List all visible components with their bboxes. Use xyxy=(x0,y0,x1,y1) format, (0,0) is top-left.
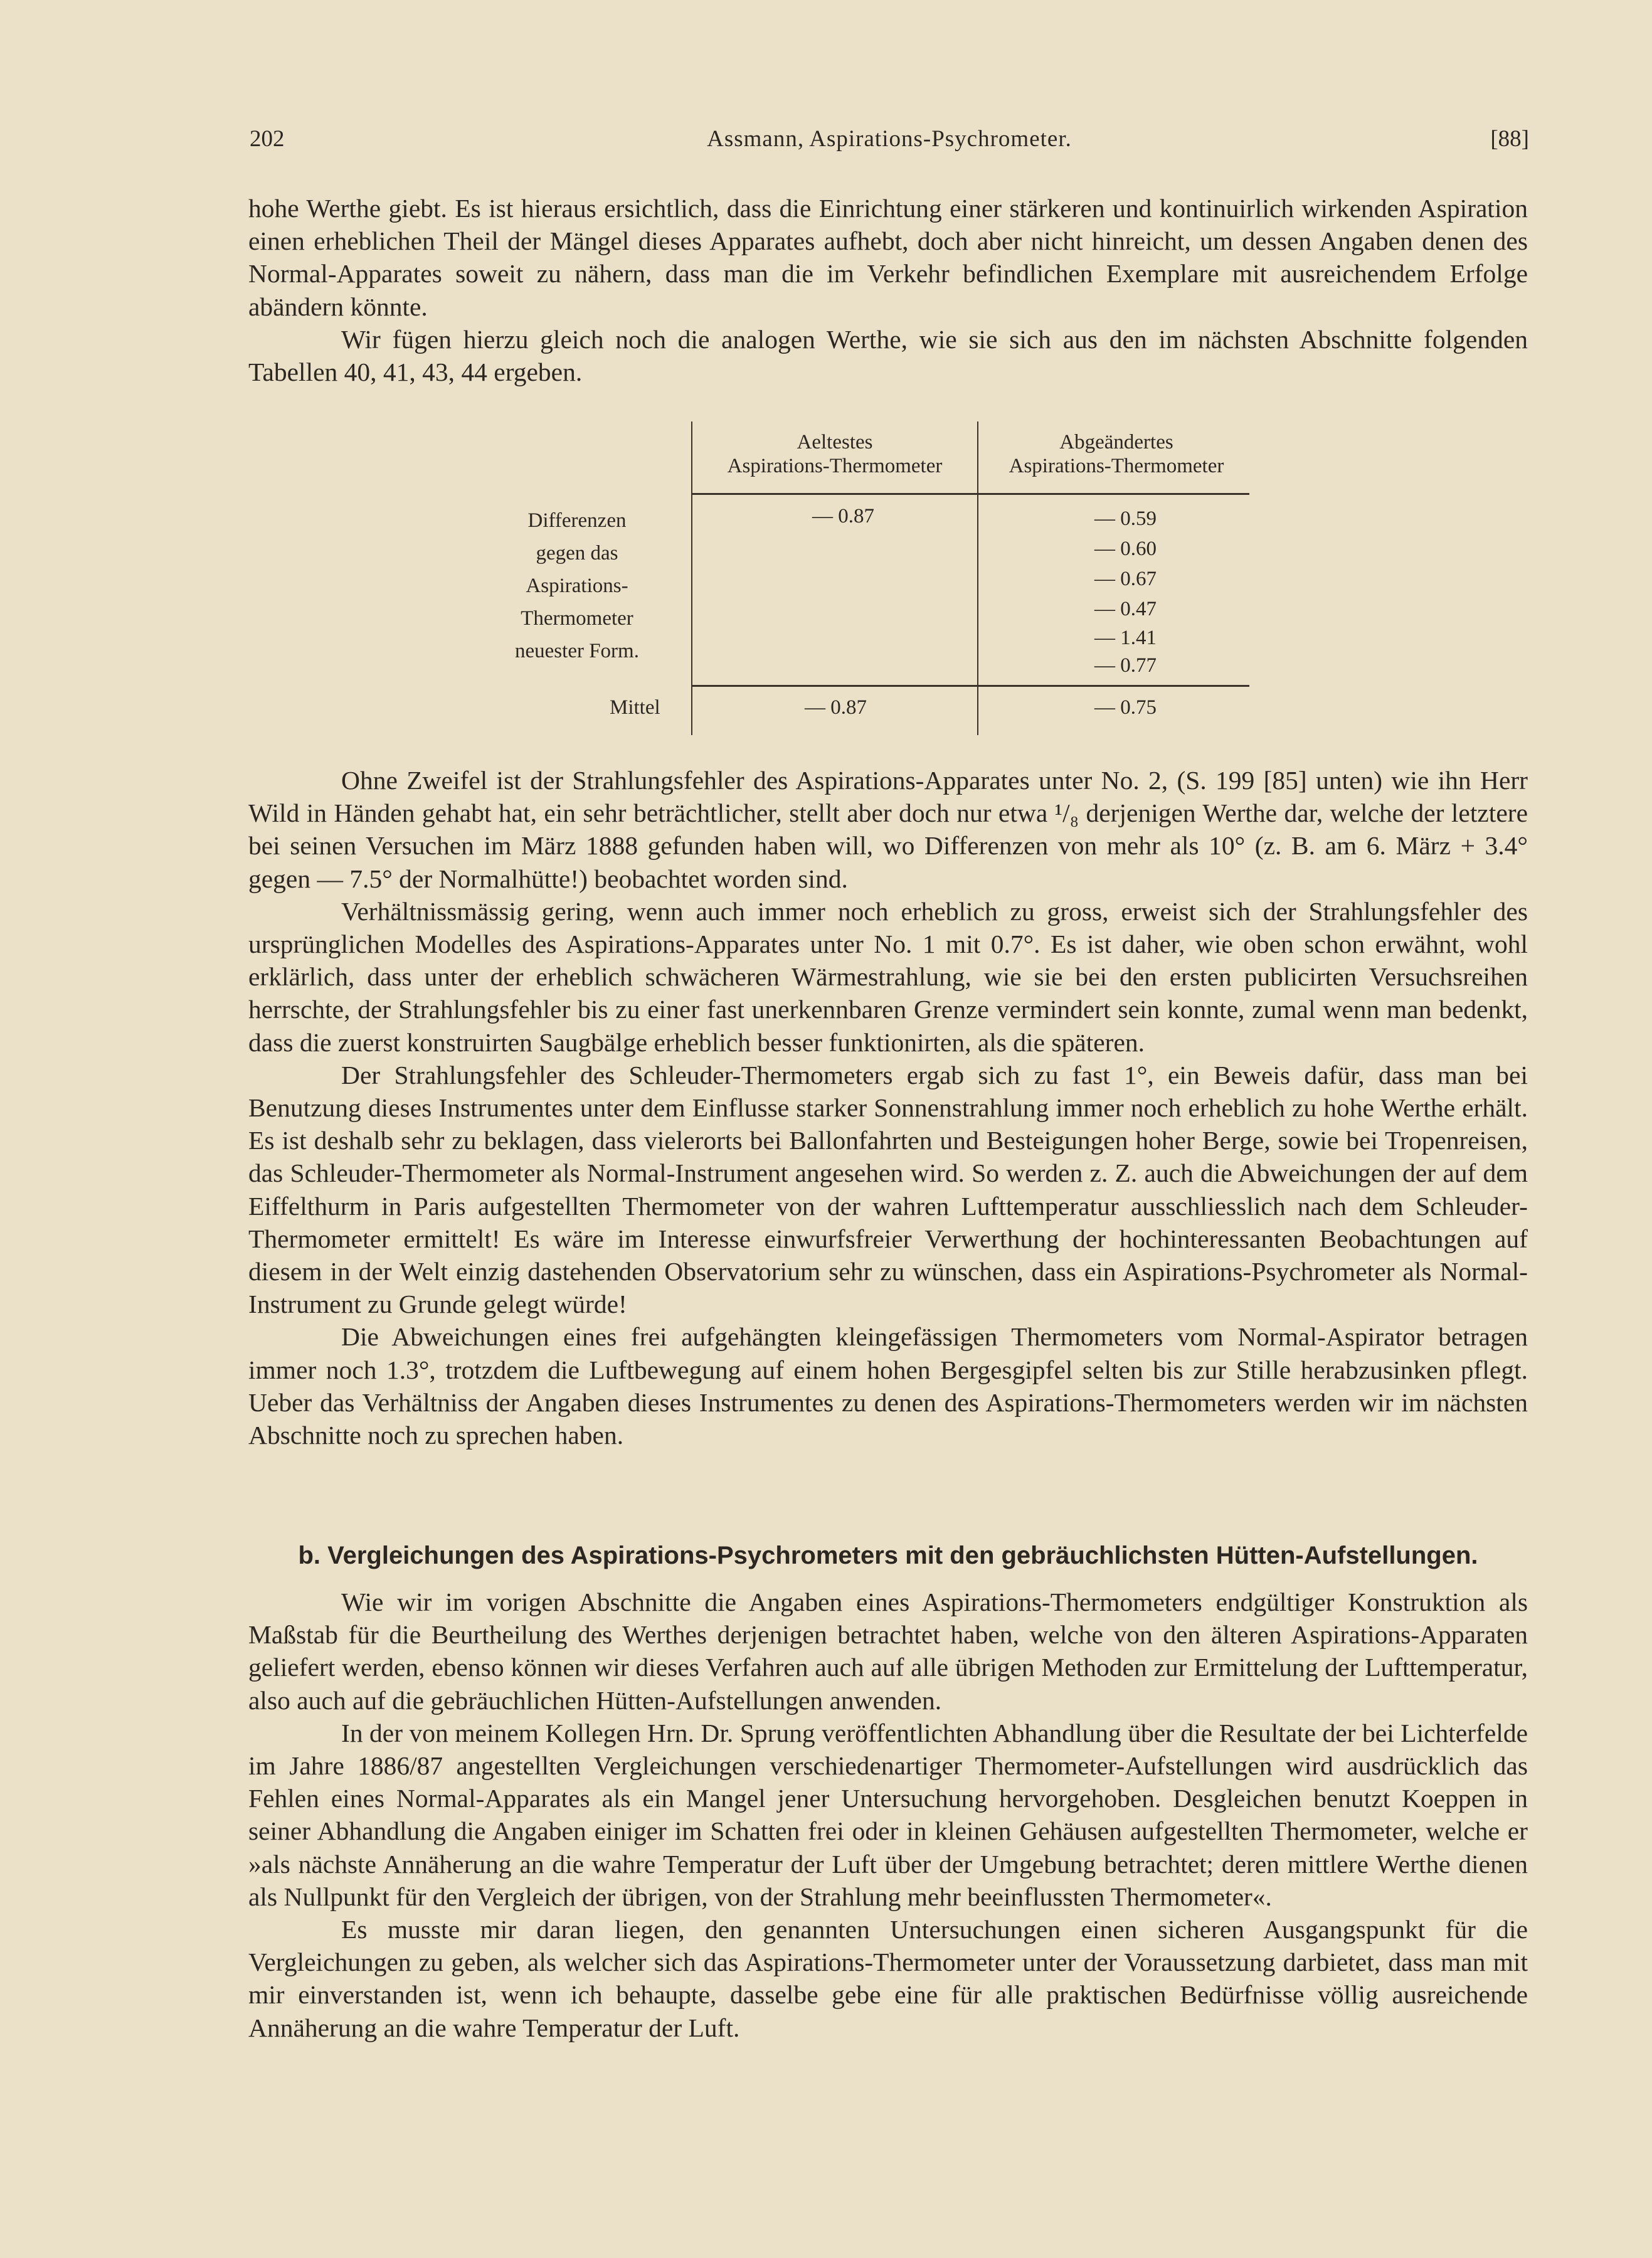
table-rule xyxy=(691,493,1249,495)
table-cell: — 0.77 xyxy=(1094,654,1157,677)
paragraph: Verhältnissmässig gering, wenn auch immer noch erheblich zu gross, erweist sich der Strahlungsfehler des ursprünglichen Modelles des Aspirations-Apparates unter No. 1 mit 0.7°. Es ist daher, wie oben schon erwähnt, wohl erklärlich, dass unter der erheblich schwächeren Wärmestrahlung, wie sie bei den ersten publicirten Versuchsreihen herrschte, der Strahlungsfehler bis zu einer fast unerkennbaren Grenze vermindert sein konnte, zumal wenn man bedenkt, dass die zuerst konstruirten Saugbälge erheblich besser funktionirten, als die späteren. xyxy=(248,896,1528,1057)
paragraph: hohe Werthe giebt. Es ist hieraus ersichtlich, dass die Einrichtung einer stärkeren und kontinuirlich wirkenden Aspiration einen erheblichen Theil der Mängel dieses Apparates aufhebt, doch aber nicht hinreicht, um dessen Angaben denen des Normal-Apparates soweit zu nähern, dass man die im Verkehr befindlichen Exemplare mit ausreichendem Erfolge abändern könnte. xyxy=(248,194,1528,321)
paragraph: Wir fügen hierzu gleich noch die analogen Werthe, wie sie sich aus den im nächsten Abschnitte folgenden Tabellen 40, 41, 43, 44 ergeben. xyxy=(248,324,1528,387)
running-title: Assmann, Aspirations-Psychrometer. xyxy=(707,126,1072,152)
table-cell: — 0.60 xyxy=(1094,538,1157,560)
row-label: Differenzen gegen das Aspirations- Thermometer neuester Form. xyxy=(515,509,639,662)
paragraph: In der von meinem Kollegen Hrn. Dr. Sprung veröffentlichten Abhandlung über die Resultate der bei Lichterfelde im Jahre 1886/87 angestellten Vergleichungen verschiedenartiger Thermometer-Aufstellungen wird ausdrücklich das Fehlen eines Normal-Apparates als ein Mangel jener Untersuchung hervorgehoben. Desgleichen benutzt Koeppen in seiner Abhandlung die Angaben einiger im Schatten frei oder in kleinen Gehäusen aufgestellten Thermometer, welche er »als nächste Annäherung an die wahre Temperatur der Luft über der Umgebung betrachtet; deren mittlere Werthe dienen als Nullpunkt für den Vergleich der übrigen, von der Strahlung mehr beeinflussten Thermometer«. xyxy=(248,1718,1528,1911)
column-header-1: Aeltestes Aspirations-Thermometer xyxy=(727,431,943,477)
table-cell: — 0.87 xyxy=(805,696,867,719)
paragraph: Ohne Zweifel ist der Strahlungsfehler des Aspirations-Apparates unter No. 2, (S. 199 [85] unten) wie ihn Herr Wild in Händen gehabt hat, ein sehr beträchtlicher, stellt aber doch nur etwa ¹/₈ derjenigen Werthe dar, welche der letztere bei seinen Versuchen im März 1888 gefunden haben will, wo Differenzen von mehr als 10° (z. B. am 6. März + 3.4° gegen — 7.5° der Normalhütte!) beobachtet worden sind. xyxy=(248,766,1528,893)
paragraph: Der Strahlungsfehler des Schleuder-Thermometers ergab sich zu fast 1°, ein Beweis dafür, dass man bei Benutzung dieses Instrumentes unter dem Einflusse starker Sonnenstrahlung immer noch erheblich zu hohe Werthe erhält. Es ist deshalb sehr zu beklagen, dass vielerorts bei Ballonfahrten und Besteigungen hoher Berge, sowie bei Tropenreisen, das Schleuder-Thermometer als Normal-Instrument angesehen wird. So werden z. Z. auch die Abweichungen der auf dem Eiffelthurm in Paris aufgestellten Thermometer von der wahren Lufttemperatur ausschliesslich nach dem Schleuder-Thermometer ermittelt! Es wäre im Interesse einwurfsfreier Verwerthung der hochinteressanten Beobachtungen auf diesem in der Welt einzig dastehenden Observatorium sehr zu wünschen, dass ein Aspirations-Psychrometer als Normal-Instrument zu Grunde gelegt würde! xyxy=(248,1060,1528,1319)
section-heading: b. Vergleichungen des Aspirations-Psychrometers mit den gebräuchlichsten Hütten-Aufstellungen. xyxy=(298,1542,1478,1569)
section-text xyxy=(248,1586,1528,2044)
paragraph: Es musste mir daran liegen, den genannten Untersuchungen einen sicheren Ausgangspunkt für die Vergleichungen zu geben, als welcher sich das Aspirations-Thermometer unter der Voraussetzung darbietet, dass man mit mir einverstanden ist, wenn ich behaupte, dasselbe gebe eine für alle praktischen Bedürfnisse völlig ausreichende Annäherung an die wahre Temperatur der Luft. xyxy=(248,1915,1528,2042)
main-text xyxy=(248,764,1528,1451)
intro-text xyxy=(248,192,1528,388)
table-cell: — 0.59 xyxy=(1094,507,1157,530)
table-cell: — 1.41 xyxy=(1094,627,1157,649)
paragraph: Wie wir im vorigen Abschnitte die Angaben eines Aspirations-Thermometers endgültiger Konstruktion als Maßstab für die Beurtheilung des Werthes derjenigen betrachtet haben, welche von den älteren Aspirations-Apparaten geliefert werden, ebenso können wir dieses Verfahren auch auf alle übrigen Methoden zur Ermittelung der Lufttemperatur, also auch auf die gebräuchlichen Hütten-Aufstellungen anwenden. xyxy=(248,1587,1528,1715)
column-header-2: Abgeändertes Aspirations-Thermometer xyxy=(1009,431,1224,477)
table-rule xyxy=(691,685,1249,687)
page-number: 202 xyxy=(250,126,285,152)
paragraph: Die Abweichungen eines frei aufgehängten kleingefässigen Thermometers vom Normal-Aspirator betragen immer noch 1.3°, trotzdem die Luftbewegung auf einem hohen Bergesgipfel selten bis zur Stille herabzusinken pflegt. Ueber das Verhältniss der Angaben dieses Instrumentes zu denen des Aspirations-Thermometers werden wir im nächsten Abschnitte noch zu sprechen haben. xyxy=(248,1322,1528,1450)
table-cell: — 0.67 xyxy=(1094,568,1157,590)
running-head xyxy=(250,125,1529,163)
section-marker: [88] xyxy=(1490,126,1529,152)
table-cell: — 0.75 xyxy=(1094,696,1157,719)
mittel-label: Mittel xyxy=(610,696,660,719)
table-cell: — 0.87 xyxy=(812,505,874,527)
differences-table xyxy=(489,421,1261,748)
table-cell: — 0.47 xyxy=(1094,598,1157,620)
